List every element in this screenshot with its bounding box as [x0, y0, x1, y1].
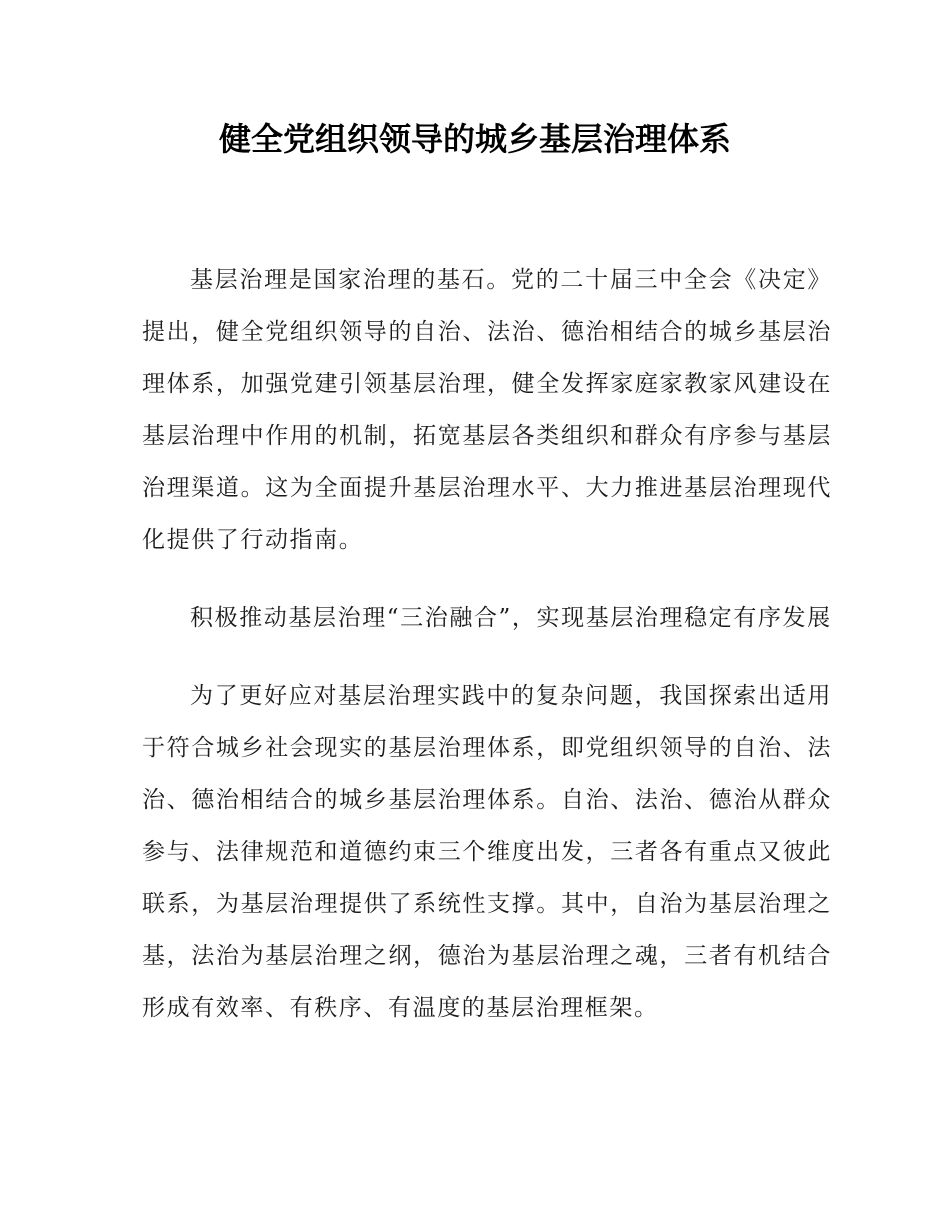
document-title: 健全党组织领导的城乡基层治理体系: [218, 120, 731, 158]
document-body: [142, 254, 832, 1034]
paragraph-subheading: 积极推动基层治理“三治融合”，实现基层治理稳定有序发展: [190, 605, 832, 631]
paragraph-intro: 基层治理是国家治理的基石。党的二十届三中全会《决定》提出，健全党组织领导的自治、法治、德治相结合的城乡基层治理体系，加强党建引领基层治理，健全发挥家庭家教家风建设在基层治理中作用的机制，拓宽基层各类组织和群众有序参与基层治理渠道。这为全面提升基层治理水平、大力推进基层治理现代化提供了行动指南。: [142, 267, 832, 553]
paragraph-three-governance: 为了更好应对基层治理实践中的复杂问题，我国探索出适用于符合城乡社会现实的基层治理体系，即党组织领导的自治、法治、德治相结合的城乡基层治理体系。自治、法治、德治从群众参与、法律规范和道德约束三个维度出发，三者各有重点又彼此联系，为基层治理提供了系统性支撑。其中，自治为基层治理之基，法治为基层治理之纲，德治为基层治理之魂，三者有机结合形成有效率、有秩序、有温度的基层治理框架。: [142, 683, 832, 1021]
